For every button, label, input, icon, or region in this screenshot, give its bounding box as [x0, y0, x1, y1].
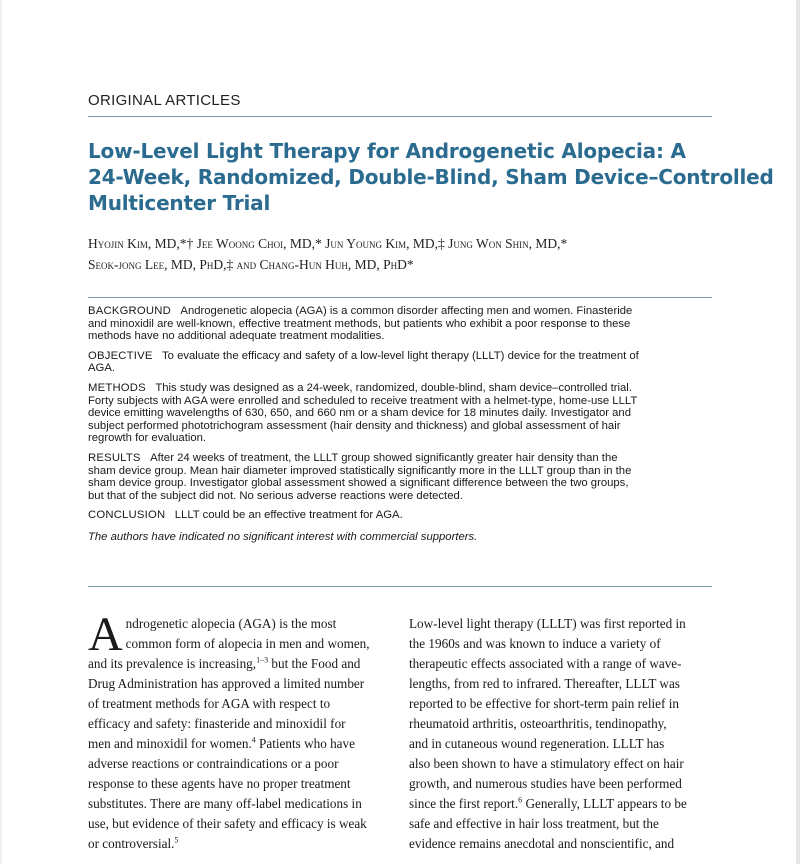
- title-line: Low-Level Light Therapy for Androgenetic Alopecia: A: [88, 139, 686, 163]
- body-line: reported to be effective for short-term pain relief in: [409, 696, 679, 711]
- body-line: therapeutic effects associated with a range of wave-: [409, 656, 682, 671]
- abstract-heading: CONCLUSION: [88, 509, 166, 522]
- article-title: [88, 138, 774, 216]
- body-line: safe and effective in hair loss treatment, but the: [409, 816, 659, 831]
- body-line: ndrogenetic alopecia (AGA) is the most: [125, 616, 337, 631]
- body-line: [88, 654, 393, 674]
- body-line: of treatment methods for AGA with respect to: [88, 696, 331, 711]
- title-line: Multicenter Trial: [88, 191, 271, 215]
- body-line: [88, 734, 393, 754]
- body-line: Drug Administration has approved a limited number: [88, 676, 365, 691]
- abstract-text: methods have no additional adequate treatment modalities.: [88, 330, 385, 343]
- abstract-text: regrowth for evaluation.: [88, 432, 207, 445]
- body-text: or controversial.: [88, 836, 175, 851]
- body-line: growth, and numerous studies have been performed: [409, 776, 682, 791]
- citation-ref: 5: [174, 835, 179, 845]
- divider-abstract-top: [88, 297, 712, 298]
- abstract-background: [88, 305, 718, 343]
- title-line: 24-Week, Randomized, Double-Blind, Sham Device–Controlled: [88, 165, 774, 189]
- body-line: evidence remains anecdotal and nonscientific, and: [409, 836, 675, 851]
- section-label: ORIGINAL ARTICLES: [88, 92, 241, 109]
- body-line: substitutes. There are many off-label medications in: [88, 796, 362, 811]
- body-text: since the first report.: [409, 796, 519, 811]
- disclosure-statement: The authors have indicated no significant interest with commercial supporters.: [88, 530, 478, 543]
- drop-cap: A: [88, 608, 123, 661]
- author-line: Seok-jong Lee, MD, PhD,‡ and Chang-Hun Huh, MD, PhD*: [88, 257, 414, 272]
- divider-abstract-bottom: [88, 586, 712, 587]
- divider-top: [88, 116, 712, 117]
- body-line: also been shown to have a stimulatory effect on hair: [409, 756, 684, 771]
- author-list: [88, 233, 728, 275]
- abstract-text: device emitting wavelengths of 630, 650, and 660 nm or a sham device for 18 minutes daily. Investigator and: [88, 407, 631, 420]
- body-line: [409, 794, 714, 814]
- body-text: Patients who have: [255, 736, 355, 751]
- body-line: [88, 834, 393, 854]
- body-line: use, but evidence of their safety and efficacy is weak: [88, 816, 367, 831]
- abstract-text: Forty subjects with AGA were enrolled and scheduled to receive treatment with a helmet-type, home-use LLLT: [88, 394, 638, 407]
- body-line: efficacy and safety: finasteride and minoxidil for: [88, 716, 346, 731]
- body-line: the 1960s and was known to induce a variety of: [409, 636, 661, 651]
- abstract-text: To evaluate the efficacy and safety of a low-level light therapy (LLLT) device for the treatment of: [162, 349, 639, 362]
- abstract-heading: METHODS: [88, 381, 146, 394]
- body-line: common form of alopecia in men and women,: [125, 636, 370, 651]
- abstract-text: subject performed phototrichogram assessment (hair density and thickness) and global assessment of hair: [88, 419, 621, 432]
- abstract-text: but that of the subject did not. No serious adverse reactions were detected.: [88, 489, 463, 502]
- body-column-left: [88, 608, 393, 854]
- abstract-text: LLLT could be an effective treatment for AGA.: [174, 509, 403, 522]
- author-line: Hyojin Kim, MD,*† Jee Woong Choi, MD,* Jun Young Kim, MD,‡ Jung Won Shin, MD,*: [88, 236, 568, 251]
- abstract-text: sham device group. Investigator global assessment showed a significant difference between the two groups,: [88, 477, 629, 490]
- body-text: and its prevalence is increasing,: [88, 656, 257, 671]
- abstract-text: After 24 weeks of treatment, the LLLT group showed significantly greater hair density than the: [150, 451, 618, 464]
- body-line: Low-level light therapy (LLLT) was first reported in: [409, 616, 686, 631]
- body-text: Generally, LLLT appears to be: [522, 796, 687, 811]
- body-line: lengths, from red to infrared. Thereafter, LLLT was: [409, 676, 680, 691]
- abstract-objective: [88, 350, 718, 375]
- abstract-heading: BACKGROUND: [88, 305, 171, 317]
- citation-ref: 4: [251, 735, 256, 745]
- citation-ref: 6: [518, 795, 523, 805]
- body-column-right: [409, 614, 714, 854]
- abstract-methods: [88, 382, 718, 445]
- citation-ref: 1–3: [256, 655, 269, 665]
- abstract-text: AGA.: [88, 362, 115, 375]
- page-edge-left: [0, 0, 2, 864]
- abstract: [88, 305, 718, 551]
- abstract-text: sham device group. Mean hair diameter improved statistically significantly more in the LLLT group than in the: [88, 464, 632, 477]
- body-line: and in cutaneous wound regeneration. LLLT has: [409, 736, 665, 751]
- body-text: men and minoxidil for women.: [88, 736, 252, 751]
- abstract-heading: OBJECTIVE: [88, 349, 153, 362]
- abstract-text: and minoxidil are well-known, effective treatment methods, but patients who exhibit a poor response to these: [88, 317, 631, 330]
- body-text: but the Food and: [268, 656, 361, 671]
- abstract-conclusion: [88, 509, 718, 522]
- abstract-heading: RESULTS: [88, 451, 141, 464]
- abstract-results: [88, 452, 718, 502]
- abstract-text: This study was designed as a 24-week, randomized, double-blind, sham device–controlled trial.: [155, 381, 632, 394]
- body-line: rheumatoid arthritis, osteoarthritis, tendinopathy,: [409, 716, 667, 731]
- body-line: response to these agents have no proper treatment: [88, 776, 351, 791]
- body-line: adverse reactions or contraindications or a poor: [88, 756, 339, 771]
- page-edge-right: [796, 0, 800, 864]
- abstract-text: Androgenetic alopecia (AGA) is a common disorder affecting men and women. Finasteride: [180, 305, 633, 317]
